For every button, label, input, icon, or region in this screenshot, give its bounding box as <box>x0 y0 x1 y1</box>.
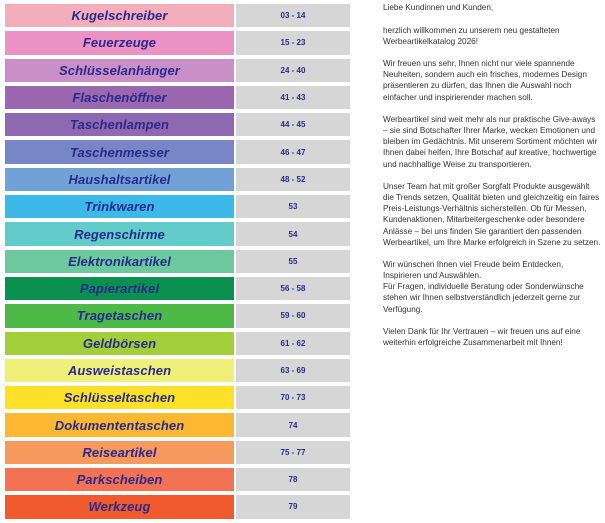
catalog-category-label: Parkscheiben <box>5 468 234 491</box>
catalog-row[interactable] <box>5 113 350 136</box>
catalog-row[interactable] <box>5 495 350 518</box>
catalog-category-label: Taschenmesser <box>5 140 234 163</box>
catalog-category-label: Elektronikartikel <box>5 250 234 273</box>
letter-paragraph-intro: herzlich willkommen zu unserem neu gestalteten Werbeartikelkatalog 2026! <box>383 25 560 46</box>
catalog-row[interactable] <box>5 195 350 218</box>
catalog-category-label: Tragetaschen <box>5 304 234 327</box>
catalog-category-label: Haushaltsartikel <box>5 168 234 191</box>
letter-paragraph-news: Wir freuen uns sehr, Ihnen nicht nur viele spannende Neuheiten, sondern auch ein frisches, modernes Design präsentieren zu dürfen, das Ihnen die Auswahl noch einfacher und inspirierender machen soll. <box>383 59 587 102</box>
catalog-category-label: Feuerzeuge <box>5 31 234 54</box>
catalog-page-range: 78 <box>236 468 350 491</box>
catalog-page-range: 41 - 43 <box>236 86 350 109</box>
catalog-category-label: Geldbörsen <box>5 332 234 355</box>
letter-paragraph-brand: Werbeartikel sind weit mehr als nur praktische Give-aways – sie sind Botschafter Ihrer Marke, wecken Emotionen und bleiben im Gedächtnis. Mit unserem Sortiment möchten wir Ihnen dabei helfen, Ihre Botschaf auf kreative, hochwertige und nachhaltige Weise zu transportieren. <box>383 115 598 169</box>
catalog-page-range: 24 - 40 <box>236 59 350 82</box>
catalog-category-label: Taschenlampen <box>5 113 234 136</box>
catalog-row[interactable] <box>5 4 350 27</box>
catalog-category-label: Flaschenöffner <box>5 86 234 109</box>
catalog-page-range: 44 - 45 <box>236 113 350 136</box>
catalog-page-range: 53 <box>236 195 350 218</box>
catalog-row[interactable] <box>5 468 350 491</box>
catalog-category-label: Trinkwaren <box>5 195 234 218</box>
catalog-row[interactable] <box>5 413 350 436</box>
letter-greeting: Liebe Kundinnen und Kunden, <box>383 3 494 12</box>
catalog-page-range: 70 - 73 <box>236 386 350 409</box>
letter-paragraph-contact: Für Fragen, individuelle Beratung oder Sonderwünsche stehen wir Ihnen selbstverständlich jederzeit gerne zur Verfügung. <box>383 282 584 314</box>
catalog-row[interactable] <box>5 59 350 82</box>
catalog-category-label: Regenschirme <box>5 222 234 245</box>
catalog-row[interactable] <box>5 359 350 382</box>
welcome-letter <box>383 2 601 360</box>
catalog-row[interactable] <box>5 332 350 355</box>
catalog-row[interactable] <box>5 441 350 464</box>
catalog-row[interactable] <box>5 304 350 327</box>
catalog-page-range: 56 - 58 <box>236 277 350 300</box>
catalog-page-range: 79 <box>236 495 350 518</box>
catalog-page-range: 63 - 69 <box>236 359 350 382</box>
catalog-row[interactable] <box>5 31 350 54</box>
catalog-category-label: Dokumententaschen <box>5 413 234 436</box>
catalog-row[interactable] <box>5 222 350 245</box>
catalog-page-range: 46 - 47 <box>236 140 350 163</box>
letter-paragraph-wishes: Wir wünschen Ihnen viel Freude beim Entdecken, Inspirieren und Auswählen. <box>383 260 564 281</box>
catalog-page-range: 59 - 60 <box>236 304 350 327</box>
catalog-page-range: 61 - 62 <box>236 332 350 355</box>
catalog-index <box>5 4 350 523</box>
catalog-page-range: 54 <box>236 222 350 245</box>
catalog-page-range: 03 - 14 <box>236 4 350 27</box>
catalog-category-label: Werkzeug <box>5 495 234 518</box>
catalog-page-range: 15 - 23 <box>236 31 350 54</box>
catalog-row[interactable] <box>5 250 350 273</box>
catalog-row[interactable] <box>5 140 350 163</box>
catalog-category-label: Schlüsseltaschen <box>5 386 234 409</box>
letter-paragraph-team: Unser Team hat mit großer Sorgfalt Produkte ausgewählt die Trends setzen, Qualität bieten und gleichzeitig ein faires Preis-Leistungs-Verhältnis sicherstellen. Ob für Messen, Kundenaktionen, Mitarbeitergeschenke oder besondere Anlässe – bei uns finden Sie garantiert den passenden Werbeartikel, um Ihre Marke erfolgreich in Szene zu setzen. <box>383 182 601 247</box>
catalog-page-range: 74 <box>236 413 350 436</box>
catalog-category-label: Papierartikel <box>5 277 234 300</box>
catalog-category-label: Ausweistaschen <box>5 359 234 382</box>
catalog-page-range: 55 <box>236 250 350 273</box>
catalog-category-label: Kugelschreiber <box>5 4 234 27</box>
catalog-row[interactable] <box>5 386 350 409</box>
catalog-page-range: 48 - 52 <box>236 168 350 191</box>
catalog-row[interactable] <box>5 168 350 191</box>
catalog-row[interactable] <box>5 86 350 109</box>
catalog-category-label: Reiseartikel <box>5 441 234 464</box>
catalog-page-range: 75 - 77 <box>236 441 350 464</box>
catalog-category-label: Schlüsselanhänger <box>5 59 234 82</box>
catalog-row[interactable] <box>5 277 350 300</box>
letter-paragraph-thanks: Vielen Dank für Ihr Vertrauen – wir freuen uns auf eine weiterhin erfolgreiche Zusammenarbeit mit Ihnen! <box>383 327 581 348</box>
